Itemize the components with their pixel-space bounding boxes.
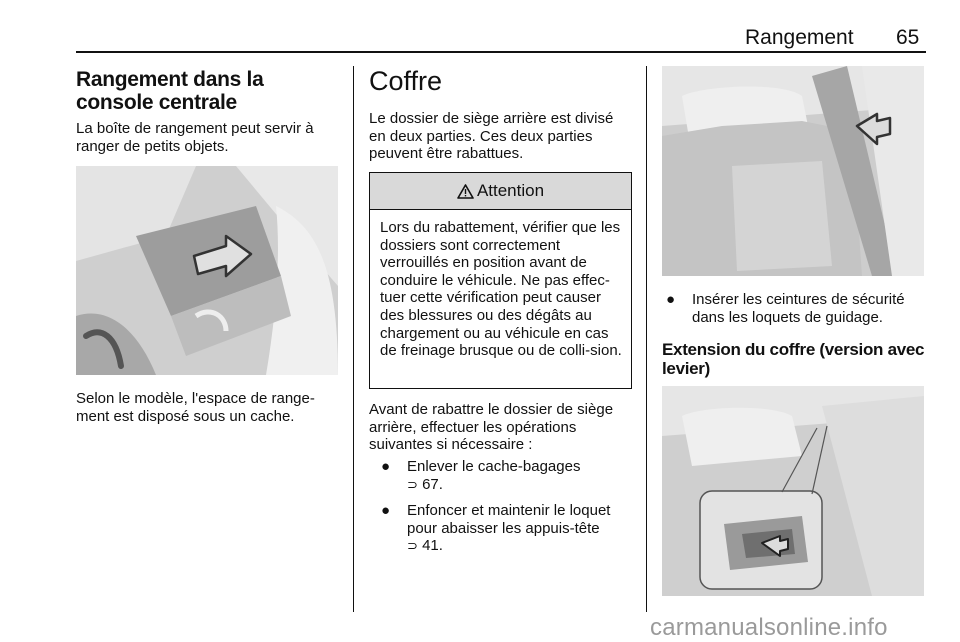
bullet-text: Enlever le cache-bagages — [407, 458, 581, 475]
seatbelt-guide-illustration — [662, 66, 924, 276]
before-folding-text: Avant de rabattre le dossier de siège arrière, effectuer les opérations suivantes si nécessaire : — [369, 401, 614, 454]
page-reference[interactable]: 67. — [422, 475, 443, 493]
section-heading-console: Rangement dans la console centrale — [76, 68, 264, 114]
header-rule — [76, 51, 926, 53]
list-item — [381, 502, 633, 556]
console-storage-illustration — [76, 166, 338, 375]
list-item — [666, 291, 928, 326]
bullet-text: Enfoncer et maintenir le loquet pour abaisser les appuis-tête — [407, 502, 611, 537]
column-divider-1 — [353, 66, 354, 612]
running-header-title: Rangement — [745, 26, 854, 49]
console-cover-text: Selon le modèle, l'espace de range-ment est disposé sous un cache. — [76, 390, 315, 425]
section-heading-coffre: Coffre — [369, 66, 443, 96]
trunk-extension-lever-photo — [662, 386, 924, 596]
bullet-icon: ● — [381, 458, 391, 475]
list-item — [381, 458, 633, 494]
console-intro-text: La boîte de rangement peut servir à ranger de petits objets. — [76, 120, 314, 155]
bullet-icon: ● — [666, 291, 676, 308]
seatbelt-guide-photo — [662, 66, 924, 276]
subheading-extension: Extension du coffre (version avec levier) — [662, 340, 925, 378]
page-number: 65 — [896, 26, 920, 49]
bullet-icon: ● — [381, 502, 391, 520]
seatbelt-bullet — [666, 291, 928, 326]
attention-header — [370, 173, 631, 210]
page-reference[interactable]: 41. — [422, 537, 443, 555]
console-storage-photo — [76, 166, 338, 375]
cross-reference-icon[interactable]: ⊃ — [407, 539, 418, 555]
attention-title: Attention — [476, 181, 545, 200]
lever-illustration — [662, 386, 924, 596]
attention-box — [369, 172, 632, 389]
watermark: carmanualsonline.info — [650, 614, 888, 641]
bullet-list — [381, 458, 633, 556]
attention-text: Lors du rabattement, vérifier que les dossiers sont correctement verrouillés en position avant de conduire le véhicule. Ne pas effec-tuer cette vérification peut causer des blessures ou des dégâts au chargement ou au véhicule en cas de freinage brusque ou de colli-sion. — [380, 219, 622, 360]
warning-triangle-icon — [457, 184, 474, 199]
bullet-text: Insérer les ceintures de sécurité dans les loquets de guidage. — [692, 291, 905, 326]
column-divider-2 — [646, 66, 647, 612]
cross-reference-icon[interactable]: ⊃ — [407, 477, 418, 493]
coffre-intro-text: Le dossier de siège arrière est divisé en deux parties. Ces deux parties peuvent être rabattues. — [369, 110, 614, 163]
